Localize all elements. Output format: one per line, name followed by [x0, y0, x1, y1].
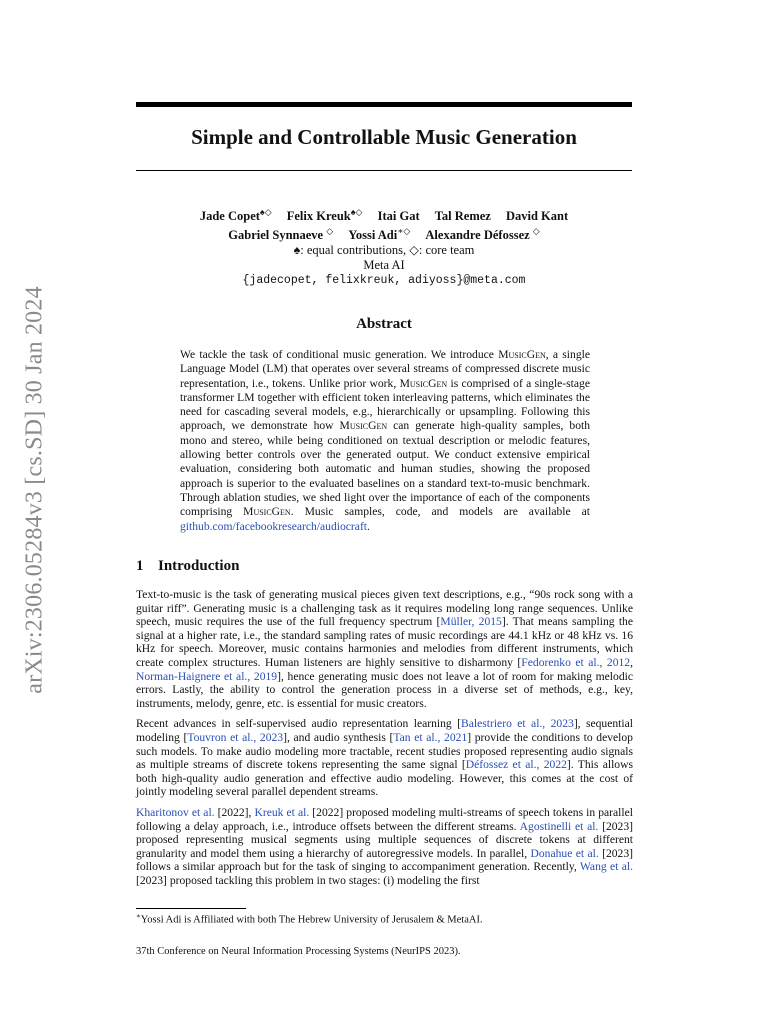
author: Gabriel Synnaeve ◇ — [228, 226, 334, 243]
citation-link[interactable]: Norman-Haignere et al., 2019 — [136, 669, 278, 683]
author: Yossi Adi∗◇ — [348, 226, 411, 243]
venue-note: 37th Conference on Neural Information Processing Systems (NeurIPS 2023). — [136, 946, 461, 957]
citation-link[interactable]: Kharitonov et al. — [136, 805, 215, 819]
citation-link[interactable]: Agostinelli et al. — [519, 819, 599, 833]
author-emails: {jadecopet, felixkreuk, adiyoss}@meta.com — [242, 274, 526, 288]
abstract-text: We tackle the task of conditional music generation. We introduce MusicGen, a single Language Model (LM) that operates over several streams of compressed discrete music representation, i.e., tokens. Unlike prior work, MusicGen is comprised of a single-stage transformer LM together with efficient token interleaving patterns, which eliminates the need for cascading several models, e.g., hierarchically or upsampling. Following this approach, we demonstrate how MusicGen can generate high-quality samples, both mono and stereo, while being conditioned on textual description or melodic features, allowing better controls over the generated output. We conduct extensive empirical evaluation, considering both automatic and human studies, showing the proposed approach is superior to the evaluated baselines on a standard text-to-music benchmark. Through ablation studies, we shed light over the importance of each of the components comprising MusicGen. Music samples, code, and models are available at github.com/facebookresearch/audiocraft. — [180, 348, 591, 533]
citation-link[interactable]: Wang et al. — [579, 860, 633, 874]
section-heading — [136, 558, 632, 575]
paragraph: Recent advances in self-supervised audio representation learning [Balestriero et al., 2023], sequential modeling [Touvron et al., 2023], and audio synthesis [Tan et al., 2021] provide the conditions to develop such models. To make audio modeling more tractable, recent studies proposed representing audio signals as multiple streams of discrete tokens representing the same signal [Défossez et al., 2022]. This allows both high-quality audio generation and effective audio modeling. However, this comes at the cost of jointly modeling several parallel dependent streams. — [136, 717, 633, 799]
author-row-2 — [136, 224, 632, 243]
arxiv-identifier: arXiv:2306.05284v3 [cs.SD] 30 Jan 2024 — [21, 286, 48, 694]
author: Itai Gat — [377, 209, 420, 224]
footnote: ∗Yossi Adi is Affiliated with both The Hebrew University of Jerusalem & MetaAI. — [136, 912, 483, 926]
author: David Kant — [505, 209, 569, 224]
citation-link[interactable]: Müller, 2015 — [440, 615, 502, 629]
citation-link[interactable]: Balestriero et al., 2023 — [461, 717, 574, 731]
author: Alexandre Défossez ◇ — [425, 226, 540, 243]
citation-link[interactable]: Fedorenko et al., 2012 — [521, 655, 631, 669]
author: Felix Kreuk♠◇ — [286, 207, 363, 224]
contribution-note: ♠: equal contributions, ◇: core team — [293, 243, 475, 258]
code-link[interactable]: github.com/facebookresearch/audiocraft — [180, 519, 368, 533]
title-rule-top — [136, 102, 632, 107]
abstract-heading: Abstract — [356, 316, 412, 332]
footnote-rule — [136, 908, 246, 909]
paragraph: Text-to-music is the task of generating musical pieces given text descriptions, e.g., “90s rock song with a guitar riff”. Generating music is a challenging task as it requires modeling long range sequences. Unlike speech, music requires the use of the full frequency spectrum [Müller, 2015]. That means sampling the signal at a higher rate, i.e., the standard sampling rates of music recordings are 44.1 kHz or 48 kHz vs. 16 kHz for speech. Moreover, music contains harmonies and melodies from different instruments, which create complex structures. Human listeners are highly sensitive to disharmony [Fedorenko et al., 2012, Norman-Haignere et al., 2019], hence generating music does not leave a lot of room for making melodic errors. Lastly, the ability to control the generation process in a diverse set of methods, e.g., key, instruments, melody, genre, etc. is essential for music creators. — [136, 588, 634, 710]
affiliation: Meta AI — [363, 258, 405, 273]
author-block — [136, 205, 632, 288]
author-row-1 — [136, 205, 632, 224]
citation-link[interactable]: Défossez et al., 2022 — [465, 758, 567, 772]
arxiv-sidebar — [18, 280, 52, 700]
section-title: Introduction — [158, 558, 240, 574]
citation-link[interactable]: Tan et al., 2021 — [393, 730, 468, 744]
paragraph: Kharitonov et al. [2022], Kreuk et al. [2022] proposed modeling multi-streams of speech tokens in parallel following a delay approach, i.e., introduce offsets between the different streams. Agostinelli et al. [2023] proposed representing musical segments using multiple sequences of discrete tokens at different granularity and model them using a hierarchy of autoregressive models. In parallel, Donahue et al. [2023] follows a similar approach but for the task of singing to accompaniment generation. Recently, Wang et al. [2023] proposed tackling this problem in two stages: (i) modeling the first — [136, 805, 634, 887]
paper-title: Simple and Controllable Music Generation — [191, 125, 577, 149]
author: Tal Remez — [434, 209, 491, 224]
citation-link[interactable]: Donahue et al. — [530, 846, 599, 860]
title-rule-bottom — [136, 170, 632, 171]
introduction-body — [136, 588, 633, 894]
section-number: 1 — [136, 558, 144, 574]
citation-link[interactable]: Kreuk et al. — [254, 805, 310, 819]
author: Jade Copet♠◇ — [199, 207, 272, 224]
citation-link[interactable]: Touvron et al., 2023 — [187, 730, 284, 744]
